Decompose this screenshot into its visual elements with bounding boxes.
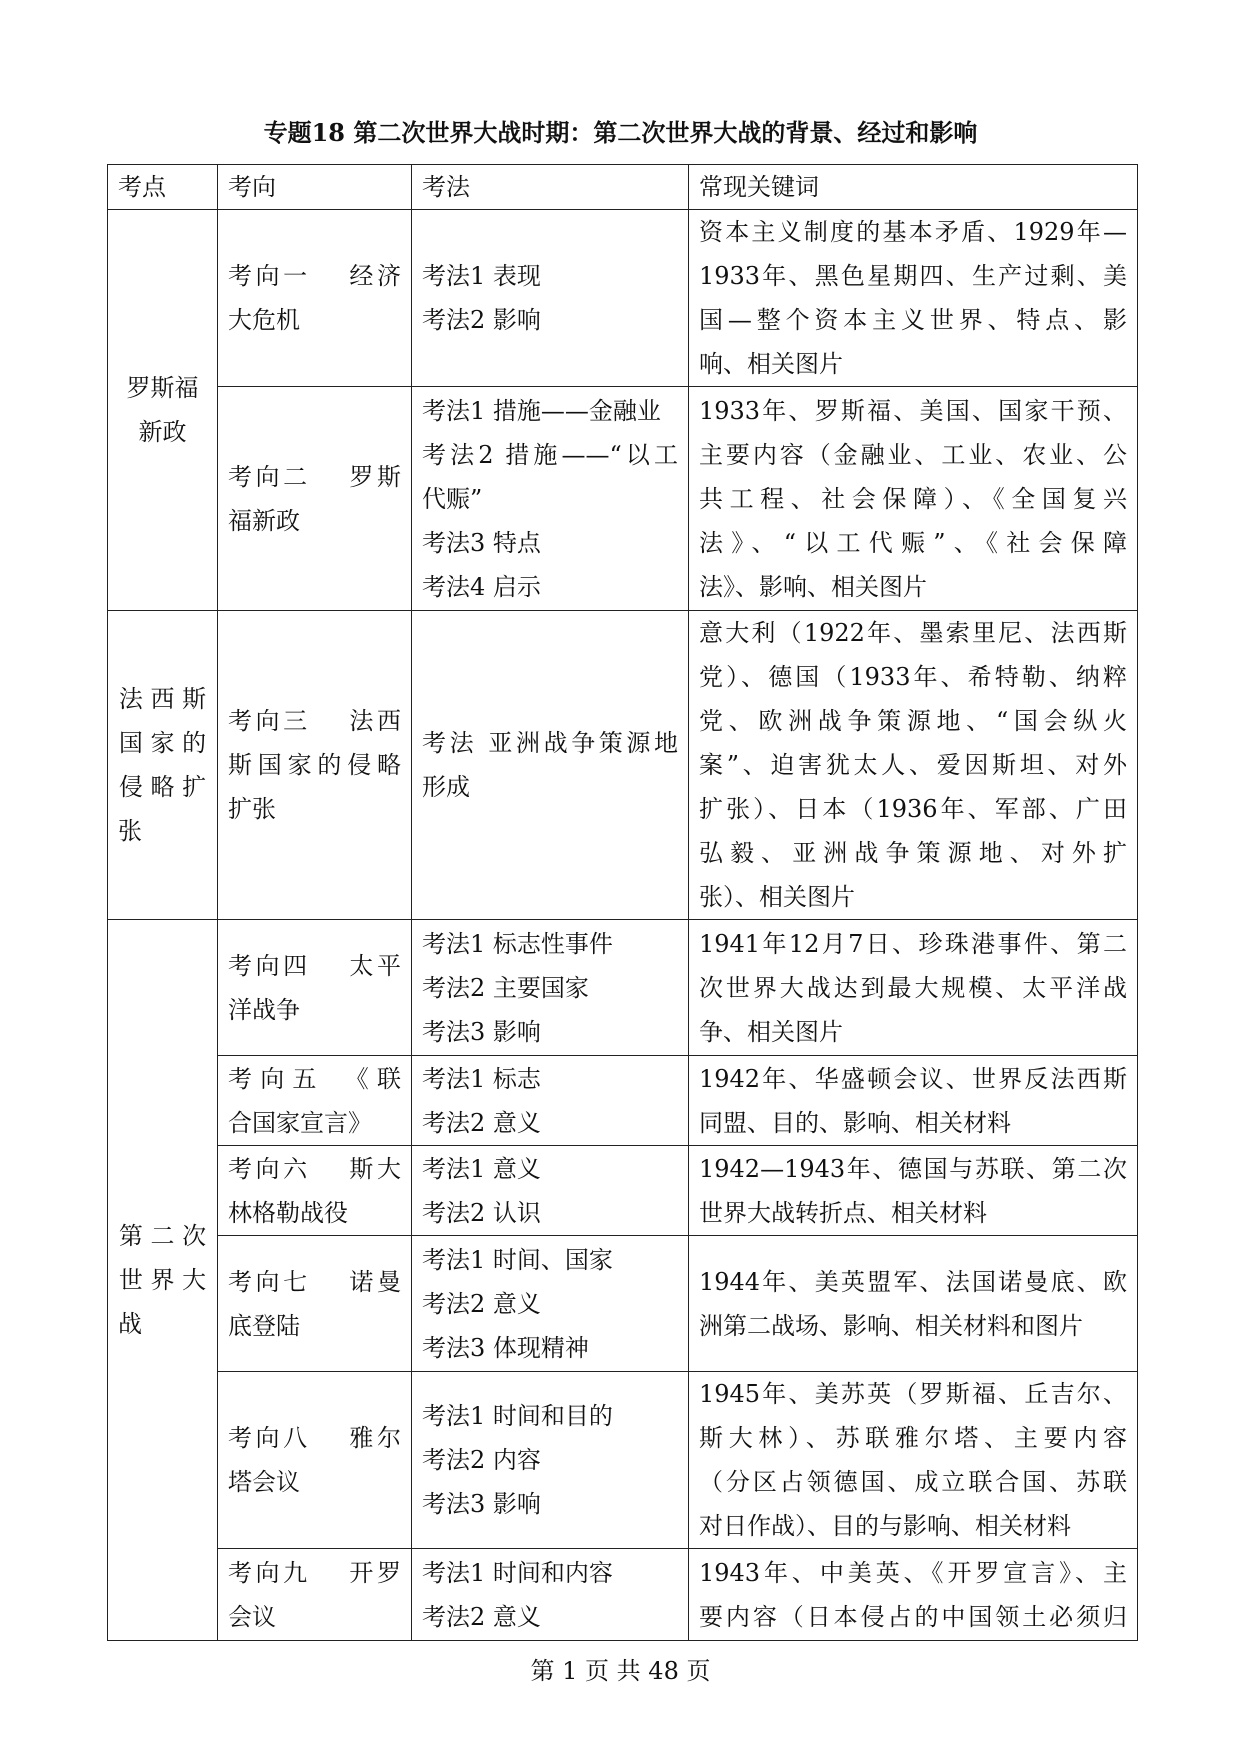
table-row <box>108 387 1138 611</box>
direction-cell: 考向七 诺曼 底登陆 <box>218 1236 412 1372</box>
table-header-row <box>108 165 1138 210</box>
keyword-cell: 1942—1943年、德国与苏联、第二次 世界大战转折点、相关材料 <box>689 1146 1138 1236</box>
table-row <box>108 1056 1138 1146</box>
table-row <box>108 1372 1138 1549</box>
header-cell: 常现关键词 <box>689 165 1138 210</box>
keyword-cell: 1943年、中美英、《开罗宣言》、主 要内容（日本侵占的中国领土必须归 <box>689 1549 1138 1641</box>
method-cell: 考法1 时间和目的 考法2 内容 考法3 影响 <box>412 1372 689 1549</box>
method-cell: 考法1 时间、国家 考法2 意义 考法3 体现精神 <box>412 1236 689 1372</box>
table-row <box>108 1146 1138 1236</box>
keyword-cell: 1945年、美苏英（罗斯福、丘吉尔、 斯大林）、苏联雅尔塔、主要内容 （分区占领德国、成立联合国、苏联 对日作战）、目的与影响、相关材料 <box>689 1372 1138 1549</box>
direction-cell: 考向九 开罗 会议 <box>218 1549 412 1641</box>
method-cell: 考法1 标志性事件 考法2 主要国家 考法3 影响 <box>412 920 689 1056</box>
keyword-cell: 1942年、华盛顿会议、世界反法西斯 同盟、目的、影响、相关材料 <box>689 1056 1138 1146</box>
table-row <box>108 1236 1138 1372</box>
header-cell: 考向 <box>218 165 412 210</box>
keyword-cell: 资本主义制度的基本矛盾、1929年— 1933年、黑色星期四、生产过剩、美 国—整个资本主义世界、特点、影 响、相关图片 <box>689 210 1138 387</box>
method-cell: 考法1 时间和内容 考法2 意义 <box>412 1549 689 1641</box>
keyword-cell: 1941年12月7日、珍珠港事件、第二 次世界大战达到最大规模、太平洋战 争、相关图片 <box>689 920 1138 1056</box>
keyword-cell: 1933年、罗斯福、美国、国家干预、 主要内容（金融业、工业、农业、公 共工程、社会保障）、《全国复兴 法》、“以工代赈”、《社会保障 法》、影响、相关图片 <box>689 387 1138 611</box>
direction-cell: 考向六 斯大 林格勒战役 <box>218 1146 412 1236</box>
direction-cell: 考向五 《联 合国家宣言》 <box>218 1056 412 1146</box>
method-cell: 考法 亚洲战争策源地 形成 <box>412 611 689 920</box>
table-row <box>108 611 1138 920</box>
direction-cell: 考向八 雅尔 塔会议 <box>218 1372 412 1549</box>
table-row <box>108 210 1138 387</box>
method-cell: 考法1 表现 考法2 影响 <box>412 210 689 387</box>
table-row <box>108 1549 1138 1641</box>
direction-cell: 考向一 经济 大危机 <box>218 210 412 387</box>
header-cell: 考法 <box>412 165 689 210</box>
page-number: 第 1 页 共 48 页 <box>530 1657 711 1685</box>
direction-cell: 考向三 法西 斯国家的侵略 扩张 <box>218 611 412 920</box>
table-row <box>108 920 1138 1056</box>
exam-point-cell: 第 二 次 世 界 大 战 <box>108 920 218 1641</box>
method-cell: 考法1 意义 考法2 认识 <box>412 1146 689 1236</box>
direction-cell: 考向二 罗斯 福新政 <box>218 387 412 611</box>
page-title: 专题18 第二次世界大战时期：第二次世界大战的背景、经过和影响 <box>263 118 978 147</box>
exam-point-cell: 罗斯福 新政 <box>108 210 218 611</box>
header-cell: 考点 <box>108 165 218 210</box>
method-cell: 考法1 措施——金融业 考法2 措施——“以工 代赈” 考法3 特点 考法4 启示 <box>412 387 689 611</box>
keyword-cell: 意大利（1922年、墨索里尼、法西斯 党）、德国（1933年、希特勒、纳粹 党、欧洲战争策源地、“国会纵火 案”、迫害犹太人、爱因斯坦、对外 扩张）、日本（1936年、军部、广田 弘毅、亚洲战争策源地、对外扩 张）、相关图片 <box>689 611 1138 920</box>
exam-point-cell: 法 西 斯 国 家 的 侵 略 扩 张 <box>108 611 218 920</box>
exam-topic-table <box>107 164 1138 1641</box>
keyword-cell: 1944年、美英盟军、法国诺曼底、欧 洲第二战场、影响、相关材料和图片 <box>689 1236 1138 1372</box>
method-cell: 考法1 标志 考法2 意义 <box>412 1056 689 1146</box>
direction-cell: 考向四 太平 洋战争 <box>218 920 412 1056</box>
